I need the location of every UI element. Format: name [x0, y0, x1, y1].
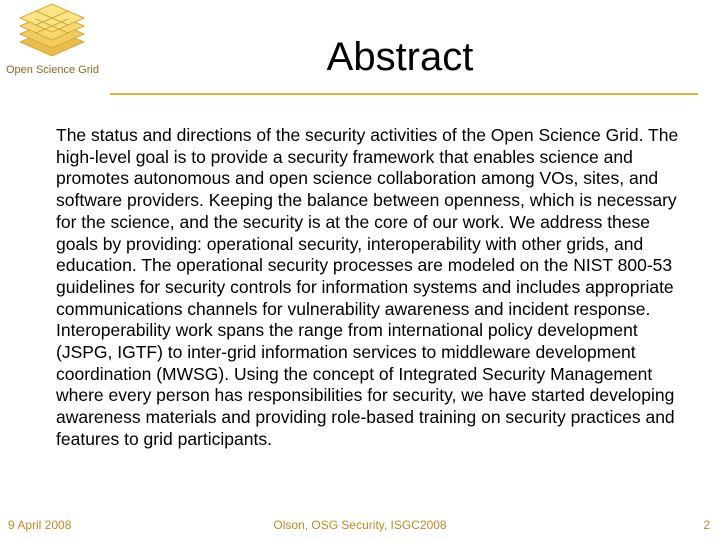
- slide-title: Abstract: [326, 35, 474, 79]
- page-number: 2: [703, 518, 710, 532]
- abstract-paragraph: The status and directions of the security activities of the Open Science Grid. The high-level goal is to provide a security framework that enables science and promotes autonomous and open science collaboration among VOs, sites, and software providers. Keeping the balance between openness, which is necessary for the science, and the security is at the core of our work. We address these goals by providing: operational security, interoperability with other grids, and education. The operational security processes are modeled on the NIST 800-53 guidelines for security controls for information systems and includes appropriate communications channels for vulnerability awareness and incident response. Interoperability work spans the range from international policy development (JSPG, IGTF) to inter-grid information services to middleware development coordination (MWSG). Using the concept of Integrated Security Management where every person has responsibilities for security, we have started developing awareness materials and providing role-based training on security practices and features to grid participants.: [56, 125, 679, 449]
- footer-author: Olson, OSG Security, ISGC2008: [273, 518, 447, 532]
- title-divider: [110, 93, 698, 95]
- logo-text: Open Science Grid: [6, 64, 99, 76]
- osg-logo-icon: [10, 2, 100, 64]
- osg-logo: [6, 2, 106, 80]
- footer-date: 9 April 2008: [8, 518, 72, 532]
